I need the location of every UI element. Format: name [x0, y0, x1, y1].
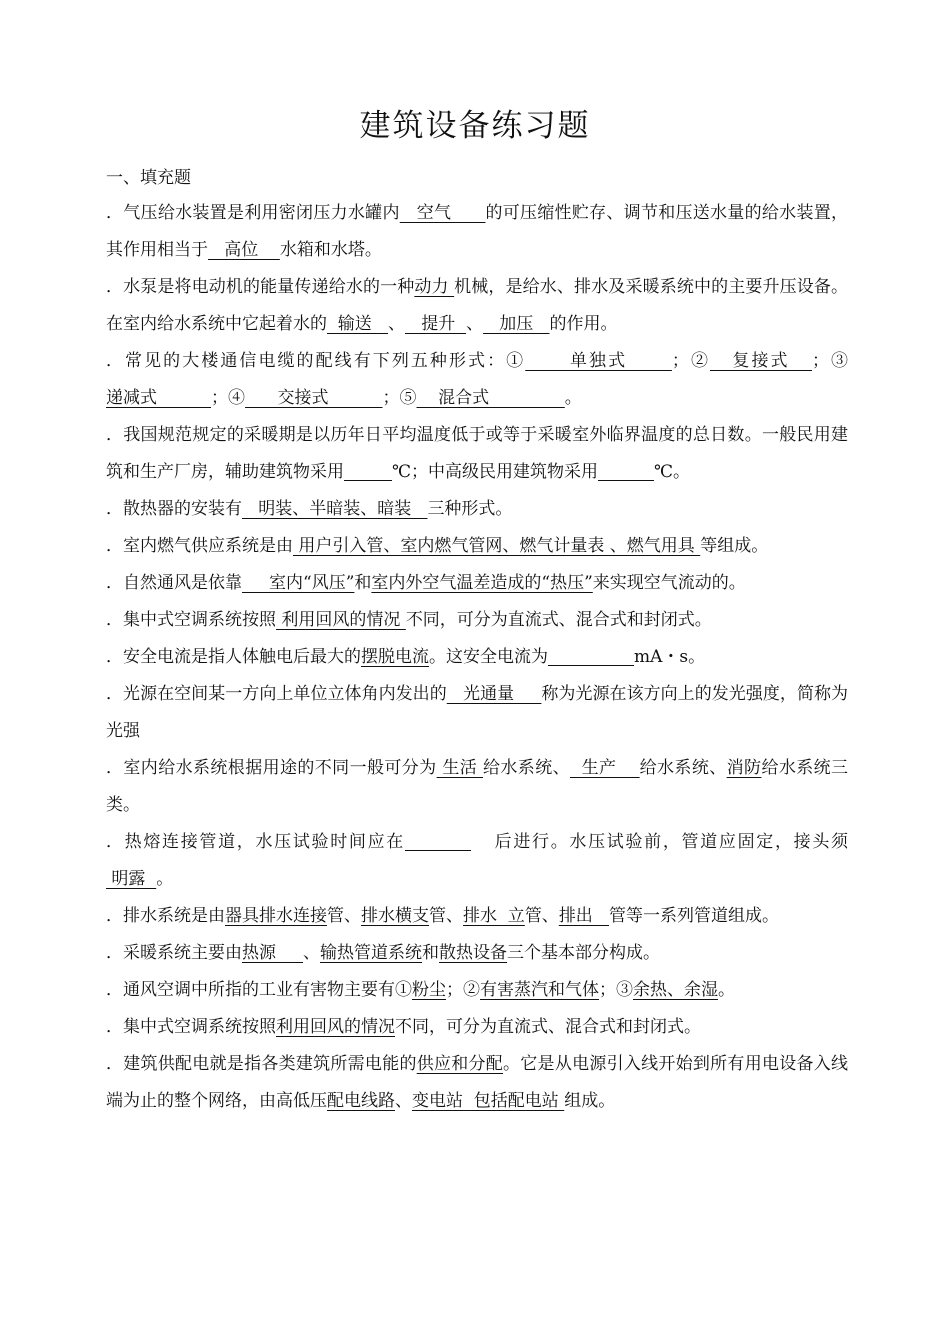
answer: 混合式 [416, 388, 565, 408]
answer: 明露 [106, 869, 157, 889]
answer: 递减式 [106, 388, 212, 408]
answer: 排水 立 [463, 906, 525, 926]
answer: 余热、余湿 [633, 980, 718, 1000]
page-title: 建筑设备练习题 [359, 108, 591, 144]
answer: 室内外空气温差造成的“热压” [371, 573, 593, 593]
answer: 提升 [405, 314, 467, 334]
question-9: ．安全电流是指人体触电后最大的摆脱电流。这安全电流为 mA・s。 [106, 647, 706, 667]
question-17: ．建筑供配电就是指各类建筑所需电能的供应和分配。它是从电源引入线开始到所有用电设备入线端为止的整个网络，由高低压配电线路、变电站 包括配电站 组成。 [106, 1054, 849, 1111]
question-15: ．通风空调中所指的工业有害物主要有①粉尘；②有害蒸汽和气体；③余热、余湿。 [106, 980, 735, 1000]
question-14: ．采暖系统主要由热源 、输热管道系统和散热设备三个基本部分构成。 [106, 943, 661, 963]
answer: 输送 [327, 314, 389, 334]
answer: 变电站 包括配电站 [412, 1091, 565, 1111]
question-13: ．排水系统是由器具排水连接管、排水横支管、排水 立管、排出 管等一系列管道组成。 [106, 906, 780, 926]
blank [344, 461, 392, 481]
question-16: ．集中式空调系统按照利用回风的情况不同，可分为直流式、混合式和封闭式。 [106, 1017, 701, 1037]
answer: 单独式 [525, 351, 672, 371]
answer: 摆脱电流 [361, 647, 429, 667]
answer: 有害蒸汽和气体 [480, 980, 599, 1000]
question-4: ．我国规范规定的采暖期是以历年日平均温度低于或等于采暖室外临界温度的总日数。一般民用建筑和生产厂房，辅助建筑物采用 ℃；中高级民用建筑物采用 ℃。 [106, 425, 848, 482]
answer: 用户引入管、室内燃气管网、燃气计量表 、燃气用具 [293, 536, 701, 556]
answer: 热源 [242, 943, 304, 963]
answer: 光通量 [446, 684, 542, 704]
answer: 复接式 [710, 351, 812, 371]
blank [548, 646, 634, 666]
question-6: ．室内燃气供应系统是由 用户引入管、室内燃气管网、燃气计量表 、燃气用具 等组成。 [106, 536, 769, 556]
answer: 利用回风的情况 [276, 610, 406, 630]
answer: 散热设备 [439, 943, 508, 963]
answer: 消防 [726, 758, 762, 778]
answer: 交接式 [245, 388, 383, 408]
question-8: ．集中式空调系统按照 利用回风的情况 不同，可分为直流式、混合式和封闭式。 [106, 610, 712, 630]
answer: 排水横支 [361, 906, 429, 926]
answer: 高位 [208, 240, 280, 260]
answer: 空气 [399, 203, 486, 223]
question-1: ．气压给水装置是利用密闭压力水罐内 空气 的可压缩性贮存、调节和压送水量的给水装置，其作用相当于 高位 水箱和水塔。 [106, 203, 849, 260]
question-10: ．光源在空间某一方向上单位立体角内发出的 光通量 称为光源在该方向上的发光强度，简称为光强 [106, 684, 849, 741]
question-7: ．自然通风是依靠 室内“风压”和室内外空气温差造成的“热压”来实现空气流动的。 [106, 573, 746, 593]
answer: 输热管道系统 [320, 943, 423, 963]
answer: 利用回风的情况 [276, 1017, 395, 1037]
answer: 供应和分配 [416, 1054, 504, 1074]
answer: 配电线路 [327, 1091, 395, 1111]
answer: 排出 [558, 906, 610, 926]
answer: 器具排水连接 [225, 906, 327, 926]
answer: 明装、半暗装、暗装 [242, 499, 428, 519]
answer: 室内“风压” [242, 573, 355, 593]
question-2: ．水泵是将电动机的能量传递给水的一种动力 机械，是给水、排水及采暖系统中的主要升压设备。在室内给水系统中它起着水的 输送 、 提升 、 加压 的作用。 [106, 277, 849, 334]
blank [405, 831, 471, 851]
section-heading: 一、填充题 [106, 168, 191, 188]
answer: 粉尘 [412, 980, 446, 1000]
question-5: ．散热器的安装有 明装、半暗装、暗装 三种形式。 [106, 499, 513, 519]
question-12: ．热熔连接管道，水压试验时间应在 后进行。水压试验前，管道应固定，接头须 明露 。 [106, 832, 849, 889]
question-3: ．常见的大楼通信电缆的配线有下列五种形式：① 单独式 ；② 复接式 ；③递减式 ；④ 交接式 ；⑤ 混合式 。 [106, 351, 849, 408]
question-11: ．室内给水系统根据用途的不同一般可分为 生活 给水系统、 生产 给水系统、消防给水系统三类。 [106, 758, 849, 815]
answer: 生产 [570, 758, 640, 778]
answer: 加压 [483, 314, 550, 334]
answer: 生活 [436, 758, 483, 778]
question-list [106, 195, 848, 1120]
blank [598, 461, 654, 481]
answer: 动力 [414, 277, 455, 297]
